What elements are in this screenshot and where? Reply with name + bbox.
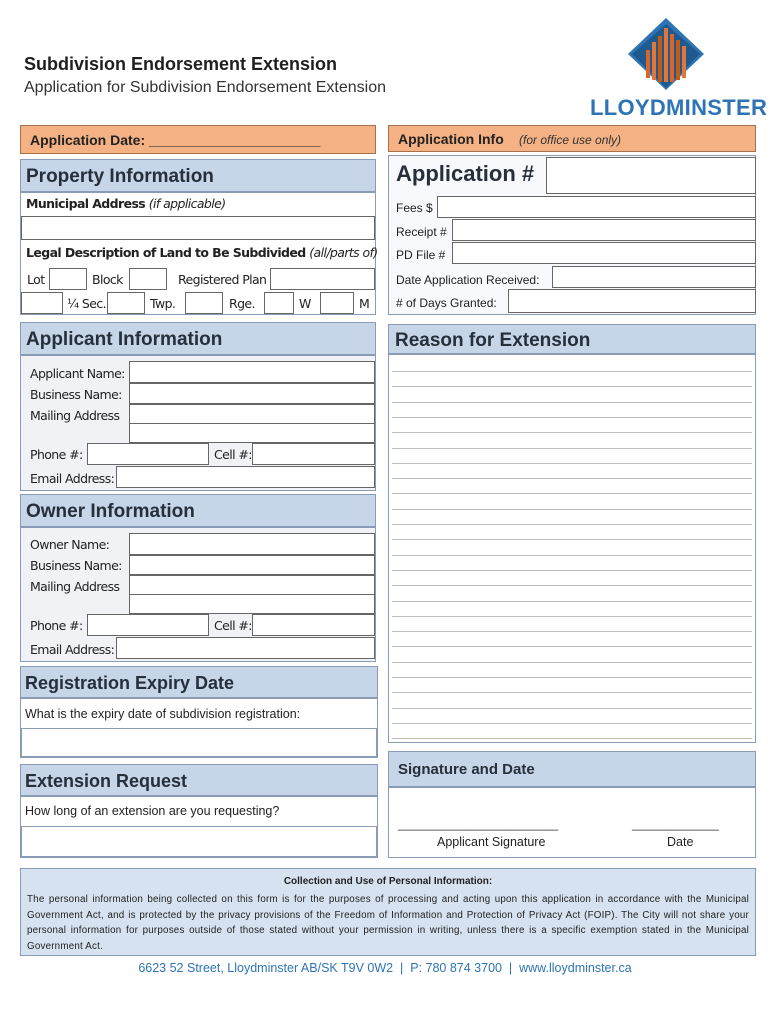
reason-ruled-line [392, 692, 752, 693]
applicant-phone-input[interactable] [87, 443, 209, 465]
reason-ruled-line [392, 463, 752, 464]
owner-section-header [20, 494, 376, 527]
extension-section-header [20, 764, 378, 796]
owner-name-input[interactable] [129, 533, 375, 555]
reason-ruled-line [392, 555, 752, 556]
municipal-address-label-text: Municipal Address [26, 196, 146, 211]
reason-ruled-line [392, 539, 752, 540]
applicant-name-label: Applicant Name: [30, 366, 125, 381]
reason-ruled-line [392, 738, 752, 739]
property-section-header [20, 159, 376, 192]
form-subtitle: Application for Subdivision Endorsement Extension [24, 79, 386, 96]
applicant-cell-input[interactable] [252, 443, 375, 465]
reason-ruled-line [392, 402, 752, 403]
owner-mailing-input-2[interactable] [129, 594, 375, 614]
block-input[interactable] [129, 268, 167, 290]
lot-input[interactable] [49, 268, 87, 290]
reason-section-header [388, 324, 756, 354]
application-number-input[interactable] [546, 157, 756, 194]
reason-ruled-line [392, 723, 752, 724]
extension-question: How long of an extension are you requesting? [25, 804, 280, 818]
expiry-question: What is the expiry date of subdivision registration: [25, 707, 301, 721]
owner-email-input[interactable] [116, 637, 375, 659]
owner-email-label: Email Address: [30, 642, 115, 657]
lot-label: Lot [27, 272, 45, 287]
reason-ruled-line [392, 585, 752, 586]
signature-section-title: Signature and Date [398, 761, 535, 778]
privacy-notice-body: The personal information being collected on this form is for the purposes of processing and acting upon this application in accordance with the Municipal Government Act, and is protected by the privacy provisions of the Freedom of Information and Protection of Privacy Act (FOIP). The City will not share your personal information for purposes outside of those stated without your permission in writing, unless there is a specific exemption stated in the Municipal Government Act. [27, 894, 749, 952]
applicant-business-input[interactable] [129, 383, 375, 404]
receipt-input[interactable] [452, 219, 756, 241]
date-received-input[interactable] [552, 266, 756, 288]
applicant-email-label: Email Address: [30, 471, 115, 486]
reason-ruled-line [392, 631, 752, 632]
reason-ruled-line [392, 478, 752, 479]
quarter-section-label: ¼ Sec. [67, 296, 106, 311]
range-input[interactable] [185, 292, 223, 314]
pd-file-label: PD File # [396, 248, 446, 262]
privacy-notice-box [20, 868, 756, 956]
township-input[interactable] [107, 292, 145, 314]
form-title: Subdivision Endorsement Extension [24, 54, 338, 74]
date-received-label: Date Application Received: [396, 273, 540, 287]
reason-ruled-line [392, 417, 752, 418]
applicant-section-title: Applicant Information [26, 329, 223, 350]
reason-lines-box[interactable] [388, 354, 756, 743]
owner-business-label: Business Name: [30, 558, 122, 573]
township-label: Twp. [150, 296, 176, 311]
registered-plan-input[interactable] [270, 268, 375, 290]
city-logo [590, 14, 768, 122]
applicant-business-label: Business Name: [30, 387, 122, 402]
application-date-bar [20, 125, 376, 154]
registered-plan-label: Registered Plan [178, 272, 267, 287]
office-use-title: Application Info [398, 131, 504, 147]
property-section-title: Property Information [26, 166, 214, 187]
reason-ruled-line [392, 493, 752, 494]
applicant-section-header [20, 322, 376, 355]
days-granted-label: # of Days Granted: [396, 296, 497, 310]
logo-wordmark: LLOYDMINSTER [590, 95, 768, 120]
expiry-section-title: Registration Expiry Date [25, 673, 235, 693]
municipal-address-label [26, 196, 225, 211]
application-number-label: Application # [396, 161, 535, 186]
legal-description-label-text: Legal Description of Land to Be Subdivided [26, 245, 306, 260]
reason-ruled-line [392, 646, 752, 647]
meridian-m-input[interactable] [320, 292, 354, 314]
days-granted-input[interactable] [508, 289, 756, 313]
reason-ruled-line [392, 601, 752, 602]
block-label: Block [92, 272, 123, 287]
reason-ruled-line [392, 616, 752, 617]
municipal-address-note: (if applicable) [148, 196, 226, 211]
applicant-email-input[interactable] [116, 466, 375, 488]
legal-description-label [26, 245, 378, 260]
fees-input[interactable] [437, 196, 756, 218]
owner-name-label: Owner Name: [30, 537, 110, 552]
reason-section-title: Reason for Extension [395, 330, 591, 351]
reason-ruled-line [392, 708, 752, 709]
applicant-mailing-label: Mailing Address [30, 408, 120, 423]
date-caption: Date [667, 835, 694, 849]
reason-ruled-line [392, 371, 752, 372]
signature-line[interactable]: ________________________ [398, 817, 559, 831]
reason-ruled-line [392, 448, 752, 449]
signature-caption: Applicant Signature [437, 835, 546, 849]
logo-emblem-icon [590, 14, 760, 94]
municipal-address-input[interactable] [21, 216, 375, 240]
reason-ruled-line [392, 386, 752, 387]
applicant-mailing-input-1[interactable] [129, 404, 375, 424]
owner-cell-label: Cell #: [214, 618, 252, 633]
owner-cell-input[interactable] [252, 614, 375, 636]
reason-ruled-line [392, 677, 752, 678]
extension-section-title: Extension Request [25, 771, 188, 791]
owner-mailing-label: Mailing Address [30, 579, 120, 594]
office-use-header [388, 125, 756, 152]
reason-ruled-line [392, 432, 752, 433]
reason-ruled-line [392, 524, 752, 525]
expiry-section-header [20, 666, 378, 698]
applicant-name-input[interactable] [129, 361, 375, 383]
footer-contact: 6623 52 Street, Lloydminster AB/SK T9V 0W2 | P: 780 874 3700 | www.lloydminster.ca [138, 961, 632, 975]
date-line[interactable]: _____________ [632, 817, 719, 831]
pd-file-input[interactable] [452, 242, 756, 264]
signature-section-header [388, 751, 756, 787]
application-date-label[interactable]: Application Date: ______________________ [30, 132, 321, 148]
reason-ruled-line [392, 509, 752, 510]
fees-label: Fees $ [396, 201, 433, 215]
applicant-phone-label: Phone #: [30, 447, 83, 462]
reason-ruled-line [392, 570, 752, 571]
meridian-m-label: M [359, 296, 370, 311]
privacy-notice-title: Collection and Use of Personal Information: [283, 876, 493, 887]
expiry-date-input[interactable] [21, 728, 377, 757]
reason-ruled-line [392, 662, 752, 663]
office-use-note: (for office use only) [519, 133, 622, 147]
owner-phone-input[interactable] [87, 614, 209, 636]
extension-length-input[interactable] [21, 826, 377, 857]
meridian-w-input[interactable] [264, 292, 294, 314]
owner-section-title: Owner Information [26, 501, 195, 522]
range-label: Rge. [229, 296, 255, 311]
receipt-label: Receipt # [396, 225, 447, 239]
owner-phone-label: Phone #: [30, 618, 83, 633]
owner-business-input[interactable] [129, 555, 375, 575]
legal-description-note: (all/parts of) [309, 245, 378, 260]
applicant-cell-label: Cell #: [214, 447, 252, 462]
quarter-section-input[interactable] [21, 292, 63, 314]
applicant-mailing-input-2[interactable] [129, 423, 375, 443]
owner-mailing-input-1[interactable] [129, 575, 375, 595]
meridian-w-label: W [299, 296, 311, 311]
